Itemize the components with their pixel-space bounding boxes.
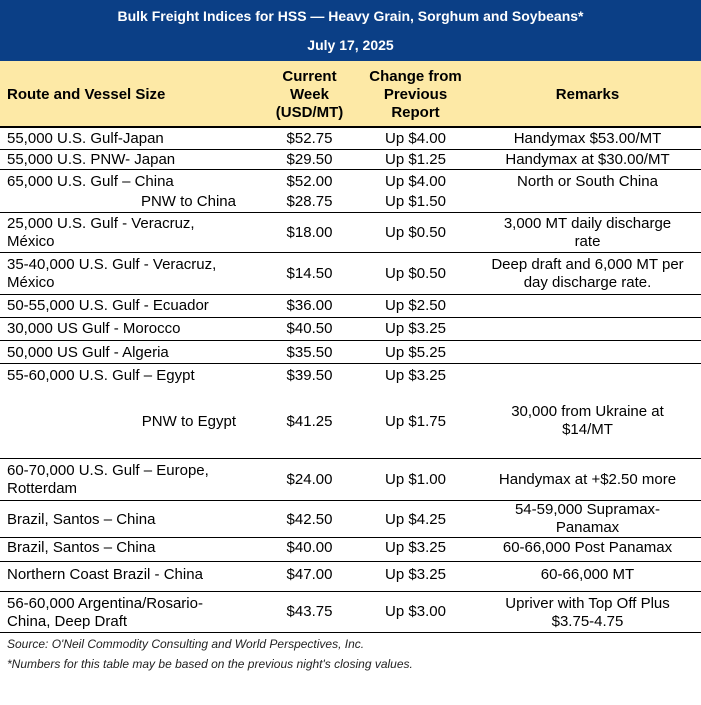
- change-cell: Up $1.50: [385, 193, 446, 210]
- current-cell: $36.00: [286, 297, 333, 314]
- remarks-cell: Handymax at +$2.50 more: [498, 471, 677, 488]
- table-row: [0, 501, 701, 538]
- table-row: [0, 562, 701, 592]
- current-cell: $52.75: [286, 130, 333, 147]
- remarks-cell: Handymax at $30.00/MT: [505, 151, 670, 168]
- remarks-cell: 60-66,000 Post Panamax: [502, 539, 673, 556]
- table-title-bar: [0, 0, 701, 61]
- table-row: [0, 170, 701, 192]
- route-cell: 55,000 U.S. Gulf-Japan: [7, 130, 164, 147]
- change-cell: Up $4.00: [385, 173, 446, 190]
- current-cell: $41.25: [286, 413, 333, 430]
- change-cell: Up $3.00: [385, 603, 446, 620]
- current-cell: $24.00: [286, 471, 333, 488]
- current-cell: $40.00: [286, 539, 333, 556]
- change-cell: Up $3.25: [385, 320, 446, 337]
- remarks-cell: Upriver with Top Off Plus $3.75-4.75: [505, 595, 670, 630]
- change-cell: Up $5.25: [385, 344, 446, 361]
- change-cell: Up $0.50: [385, 224, 446, 241]
- current-cell: $18.00: [286, 224, 333, 241]
- route-cell: 55,000 U.S. PNW- Japan: [7, 151, 176, 168]
- route-cell: 30,000 US Gulf - Morocco: [7, 320, 181, 337]
- route-cell: Brazil, Santos – China: [7, 511, 156, 528]
- source-note: Source: O'Neil Commodity Consulting and World Perspectives, Inc.: [7, 637, 365, 651]
- remarks-cell: Handymax $53.00/MT: [513, 130, 662, 147]
- footnote: *Numbers for this table may be based on the previous night's closing values.: [7, 657, 413, 671]
- table-row: [0, 253, 701, 295]
- change-cell: Up $3.25: [385, 539, 446, 556]
- route-cell: 50-55,000 U.S. Gulf - Ecuador: [7, 297, 209, 314]
- current-cell: $40.50: [286, 320, 333, 337]
- remarks-cell: 30,000 from Ukraine at $14/MT: [511, 403, 664, 438]
- table-row: [0, 150, 701, 170]
- table-row: [0, 295, 701, 318]
- route-cell: Brazil, Santos – China: [7, 539, 156, 556]
- table-row: [0, 192, 701, 213]
- current-cell: $39.50: [286, 367, 333, 384]
- current-cell: $42.50: [286, 511, 333, 528]
- route-cell: 65,000 U.S. Gulf – China: [7, 173, 174, 190]
- current-cell: $52.00: [286, 173, 333, 190]
- table-row: [0, 386, 701, 459]
- current-cell: $14.50: [286, 265, 333, 282]
- table-header: [0, 61, 701, 128]
- current-cell: $35.50: [286, 344, 333, 361]
- table-row: [0, 538, 701, 562]
- table-row: [0, 213, 701, 253]
- change-cell: Up $4.25: [385, 511, 446, 528]
- change-cell: Up $0.50: [385, 265, 446, 282]
- change-cell: Up $4.00: [385, 130, 446, 147]
- table-row: [0, 318, 701, 341]
- route-cell: PNW to China: [140, 193, 236, 210]
- route-cell: 35-40,000 U.S. Gulf - Veracruz, México: [7, 256, 217, 291]
- route-cell: 50,000 US Gulf - Algeria: [7, 344, 169, 361]
- remarks-cell: North or South China: [517, 173, 658, 190]
- table-row: [0, 592, 701, 633]
- table-row: [0, 364, 701, 386]
- change-cell: Up $1.25: [385, 151, 446, 168]
- change-cell: Up $3.25: [385, 367, 446, 384]
- table-row: [0, 128, 701, 150]
- table-date: July 17, 2025: [307, 37, 394, 53]
- header-route: Route and Vessel Size: [7, 86, 166, 103]
- remarks-cell: 60-66,000 MT: [540, 566, 635, 583]
- current-cell: $29.50: [286, 151, 333, 168]
- table-row: [0, 459, 701, 501]
- route-cell: 25,000 U.S. Gulf - Veracruz, México: [7, 215, 195, 250]
- remarks-cell: 3,000 MT daily discharge rate: [503, 215, 672, 250]
- change-cell: Up $2.50: [385, 297, 446, 314]
- route-cell: 60-70,000 U.S. Gulf – Europe, Rotterdam: [7, 462, 209, 497]
- route-cell: Northern Coast Brazil - China: [7, 566, 203, 583]
- route-cell: PNW to Egypt: [141, 413, 236, 430]
- current-cell: $43.75: [286, 603, 333, 620]
- current-cell: $28.75: [286, 193, 333, 210]
- change-cell: Up $3.25: [385, 566, 446, 583]
- route-cell: 56-60,000 Argentina/Rosario- China, Deep Draft: [7, 595, 203, 630]
- header-current: Current Week (USD/MT): [275, 68, 344, 121]
- header-remarks: Remarks: [555, 86, 620, 103]
- table-row: [0, 341, 701, 364]
- current-cell: $47.00: [286, 566, 333, 583]
- table-title: Bulk Freight Indices for HSS — Heavy Grain, Sorghum and Soybeans*: [117, 8, 584, 24]
- remarks-cell: 54-59,000 Supramax- Panamax: [514, 501, 661, 536]
- change-cell: Up $1.00: [385, 471, 446, 488]
- header-change: Change from Previous Report: [369, 68, 462, 121]
- route-cell: 55-60,000 U.S. Gulf – Egypt: [7, 367, 195, 384]
- change-cell: Up $1.75: [385, 413, 446, 430]
- remarks-cell: Deep draft and 6,000 MT per day discharge rate.: [491, 256, 684, 291]
